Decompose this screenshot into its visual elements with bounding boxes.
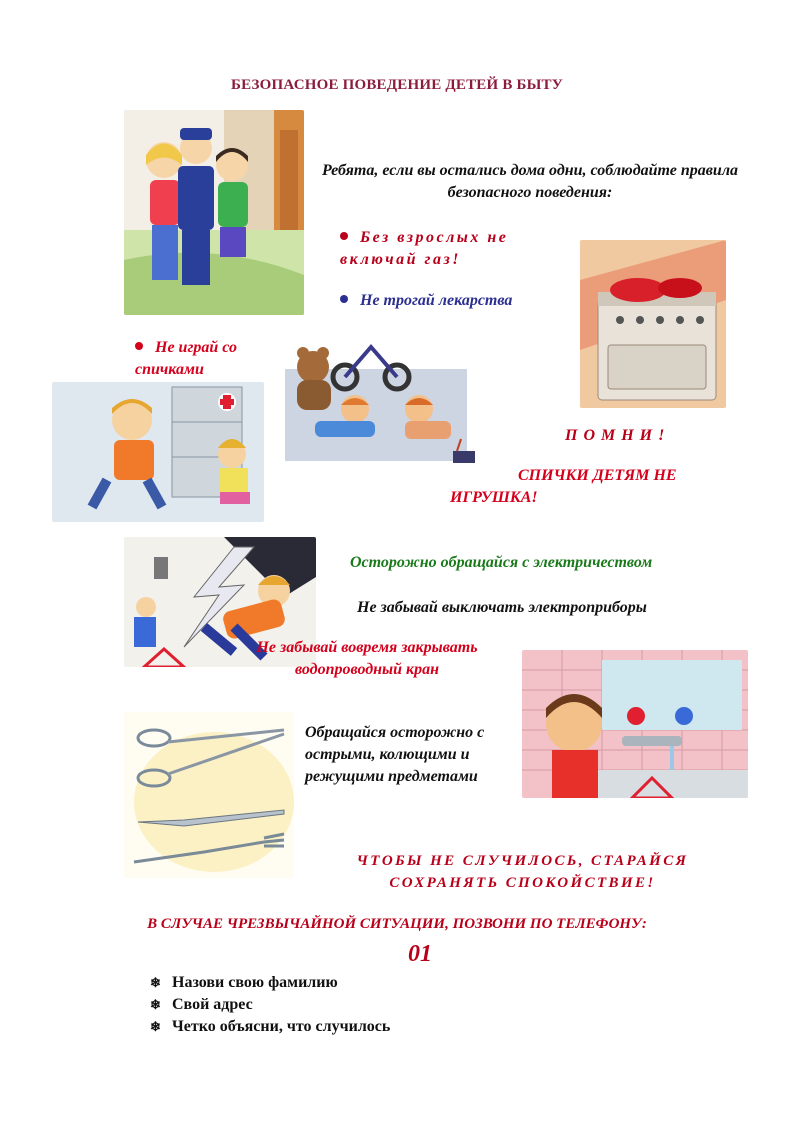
appliances-text: Не забывай выключать электроприборы bbox=[357, 599, 647, 616]
children-firefighter-illustration bbox=[124, 110, 304, 315]
electricity-text: Осторожно обращайся с электричеством bbox=[350, 554, 653, 571]
matches-not-toy-text: СПИЧКИ ДЕТЯМ НЕ ИГРУШКА! bbox=[450, 467, 677, 506]
rule-matches bbox=[135, 337, 295, 381]
bullet-icon bbox=[340, 295, 348, 303]
sharp-objects-illustration bbox=[124, 712, 294, 878]
sharp-objects-text: Обращайся осторожно с острыми, колющими и режущими предметами bbox=[305, 724, 485, 785]
rule-medicine bbox=[340, 290, 570, 312]
water-tap-illustration bbox=[522, 650, 748, 798]
bullet-icon bbox=[135, 342, 143, 350]
snowflake-icon: ❄ bbox=[150, 997, 161, 1012]
intro-text: Ребята, если вы остались дома одни, соблюдайте правила безопасного поведения: bbox=[321, 162, 739, 201]
snowflake-icon: ❄ bbox=[150, 975, 161, 990]
emergency-text: В СЛУЧАЕ ЧРЕЗВЫЧАЙНОЙ СИТУАЦИИ, ПОЗВОНИ ПО ТЕЛЕФОНУ: bbox=[147, 916, 647, 932]
medicine-cabinet-illustration bbox=[52, 382, 264, 522]
rule-gas bbox=[340, 227, 550, 271]
stove-illustration bbox=[580, 240, 726, 408]
kids-toys-matches-illustration bbox=[285, 335, 481, 465]
emergency-steps-list bbox=[150, 972, 390, 1038]
rule-matches-text: Не играй со спичками bbox=[135, 339, 237, 378]
list-item: ❄ Назови свою фамилию bbox=[150, 972, 390, 994]
rule-medicine-text: Не трогай лекарства bbox=[360, 292, 513, 309]
remember-text: П О М Н И ! bbox=[565, 427, 666, 444]
tap-text: Не забывай вовремя закрывать водопроводный кран bbox=[256, 639, 478, 678]
bullet-icon bbox=[340, 232, 348, 240]
stay-calm-text: ЧТОБЫ НЕ СЛУЧИЛОСЬ, СТАРАЙСЯ СОХРАНЯТЬ СПОКОЙСТВИЕ! bbox=[356, 853, 689, 891]
emergency-phone-number: 01 bbox=[408, 941, 432, 967]
page-title: БЕЗОПАСНОЕ ПОВЕДЕНИЕ ДЕТЕЙ В БЫТУ bbox=[231, 77, 563, 93]
list-item: ❄ Четко объясни, что случилось bbox=[150, 1016, 390, 1038]
snowflake-icon: ❄ bbox=[150, 1019, 161, 1034]
list-item: ❄ Свой адрес bbox=[150, 994, 390, 1016]
rule-gas-text: Без взрослых не включай газ! bbox=[340, 229, 509, 268]
